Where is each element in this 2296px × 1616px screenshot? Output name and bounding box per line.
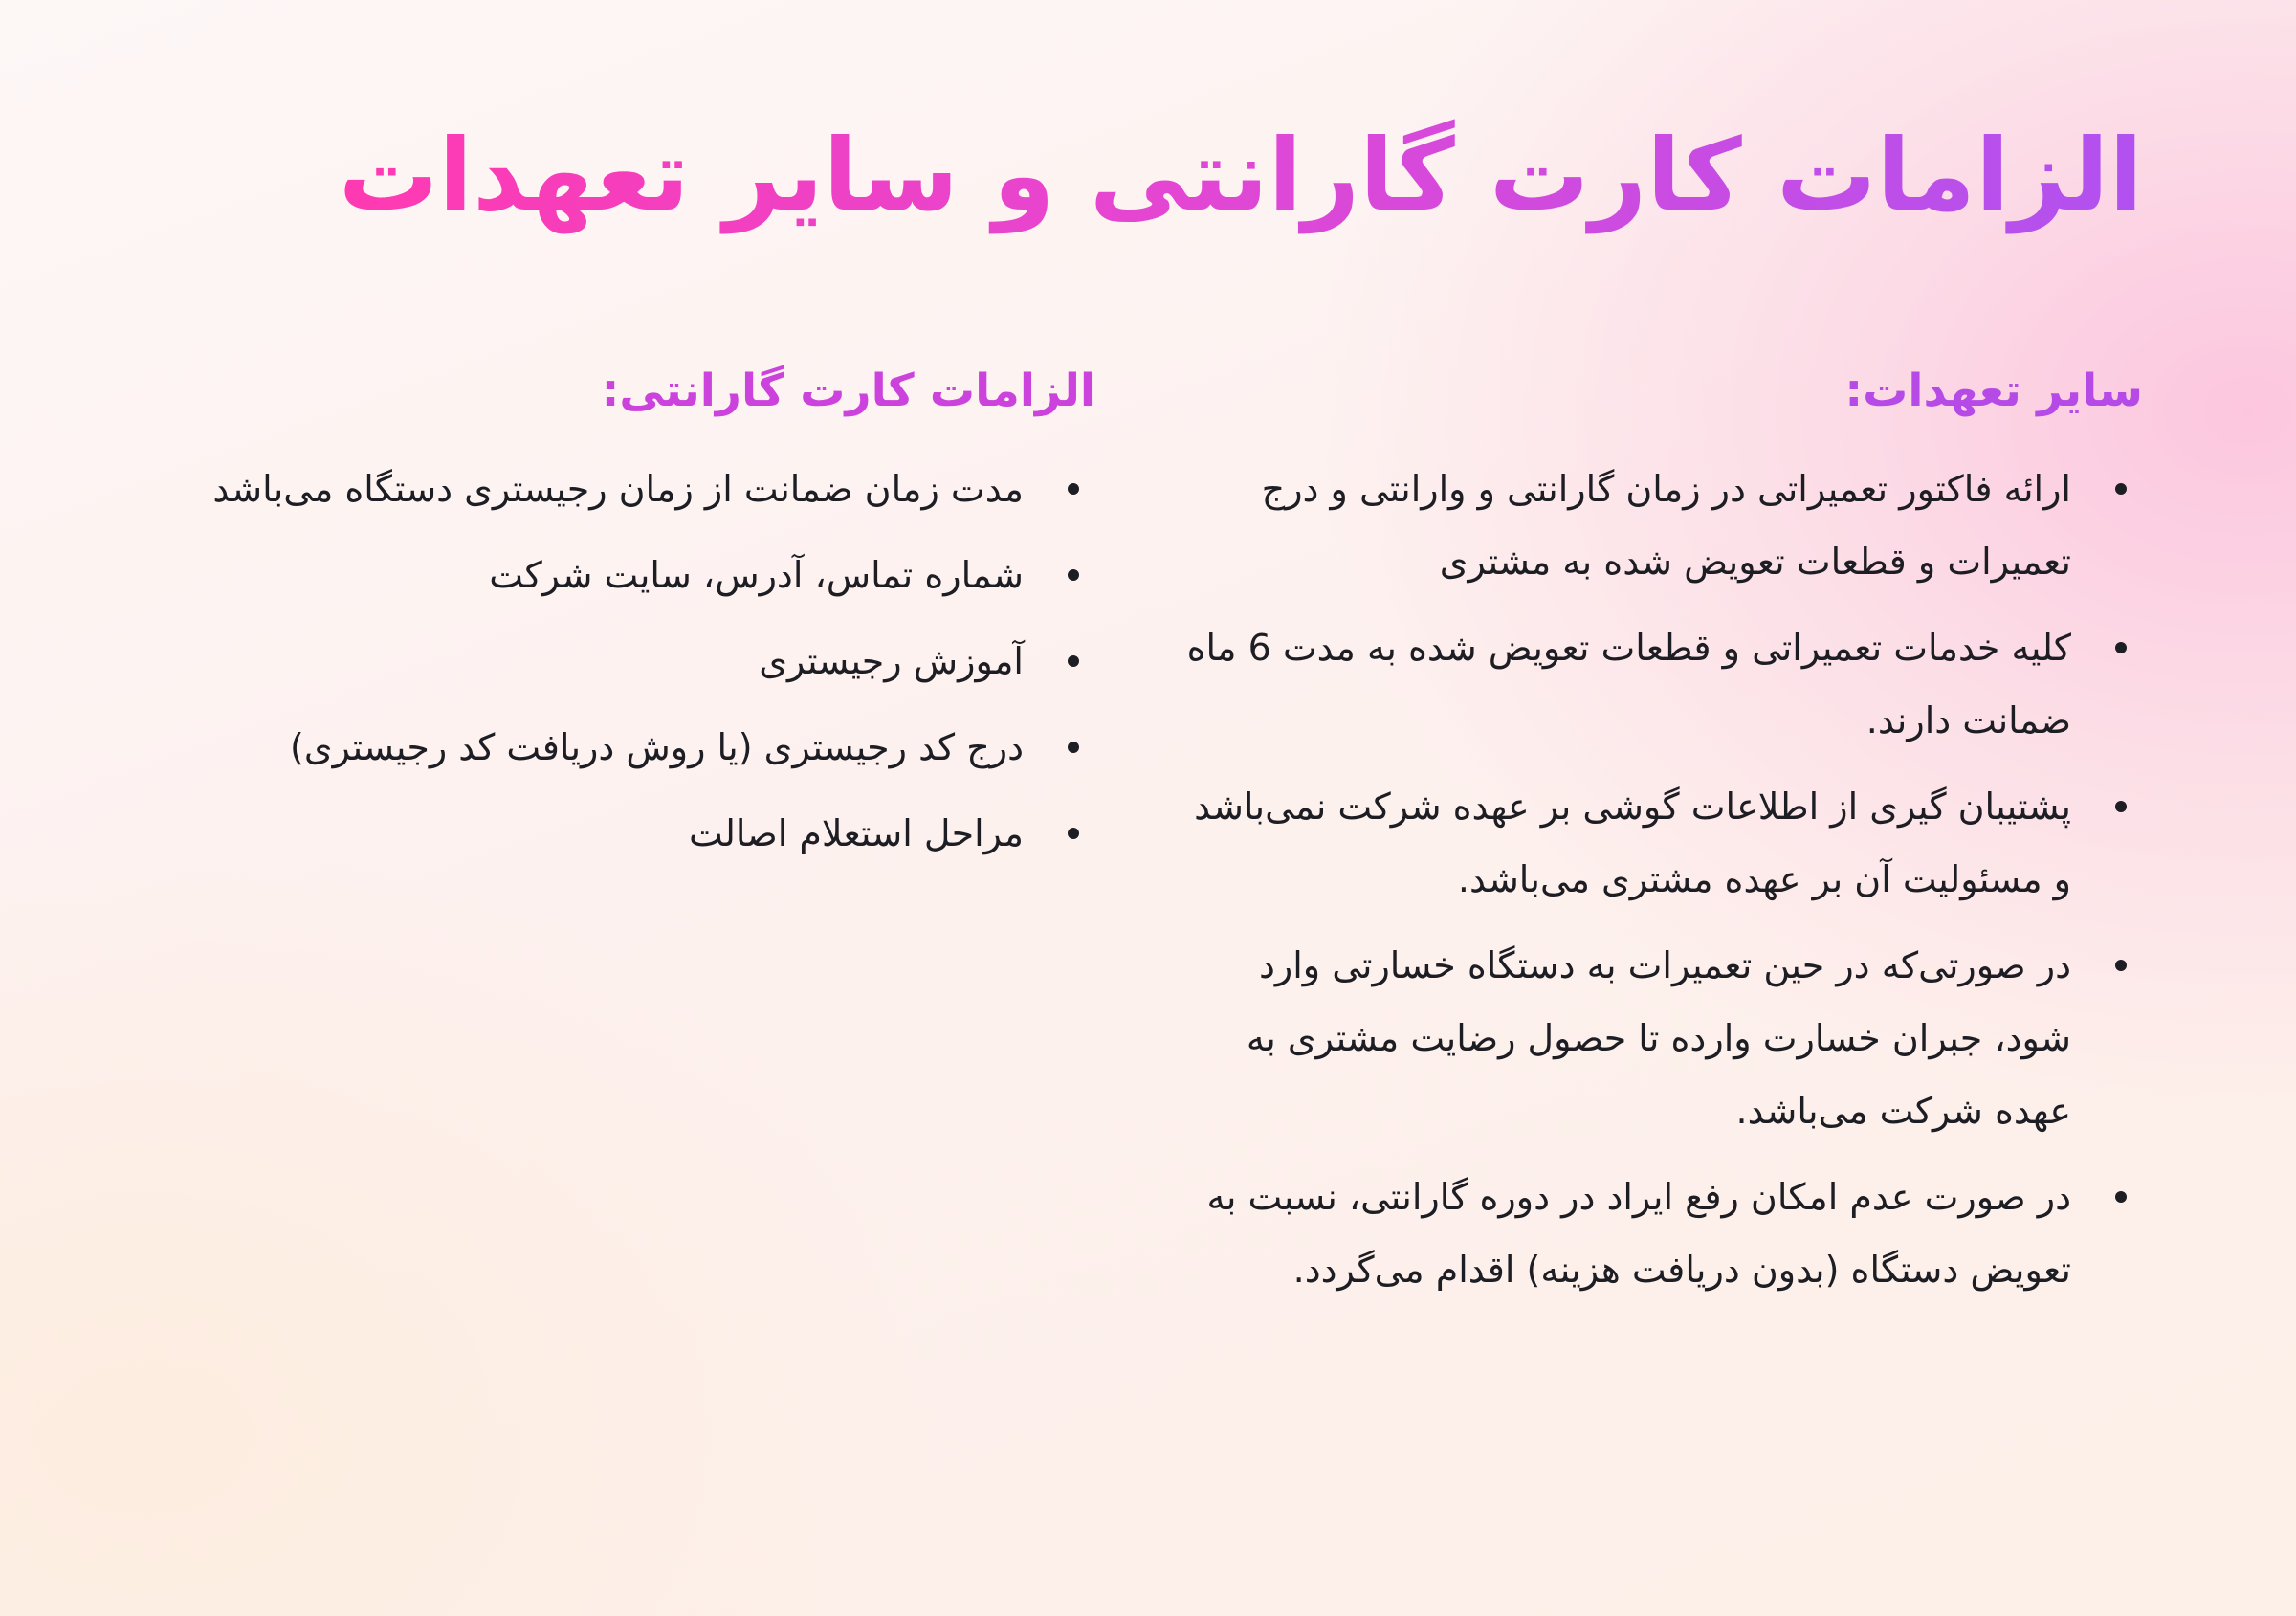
list-item: کلیه خدمات تعمیراتی و قطعات تعویض شده به مدت 6 ماه ضمانت دارند.: [1186, 611, 2143, 757]
list-item: مدت زمان ضمانت از زمان رجیستری دستگاه می‌باشد: [153, 453, 1095, 525]
list-item: در صورتی‌که در حین تعمیرات به دستگاه خسارتی وارد شود، جبران خسارت وارده تا حصول رضایت مشتری به عهده شرکت می‌باشد.: [1186, 929, 2143, 1147]
list-item: در صورت عدم امکان رفع ایراد در دوره گارانتی، نسبت به تعویض دستگاه (بدون دریافت هزینه) اقدام می‌گردد.: [1186, 1161, 2143, 1306]
list-item: درج کد رجیستری (یا روش دریافت کد رجیستری): [153, 711, 1095, 784]
page-title: الزامات کارت گارانتی و سایر تعهدات: [339, 113, 2143, 237]
list-item: مراحل استعلام اصالت: [153, 797, 1095, 870]
other-obligations-list: [1186, 453, 2143, 1306]
warranty-card-requirements-list: [153, 453, 1095, 870]
warranty-card-requirements-heading: الزامات کارت گارانتی:: [601, 365, 1095, 417]
warranty-card-requirements-section: [153, 362, 1095, 883]
other-obligations-section: [1186, 362, 2143, 1319]
list-item: شماره تماس، آدرس، سایت شرکت: [153, 539, 1095, 611]
list-item: ارائه فاکتور تعمیراتی در زمان گارانتی و وارانتی و درج تعمیرات و قطعات تعویض شده به مشتری: [1186, 453, 2143, 598]
list-item: آموزش رجیستری: [153, 625, 1095, 697]
list-item: پشتیبان گیری از اطلاعات گوشی بر عهده شرکت نمی‌باشد و مسئولیت آن بر عهده مشتری می‌باشد.: [1186, 770, 2143, 916]
other-obligations-heading: سایر تعهدات:: [1844, 365, 2143, 417]
